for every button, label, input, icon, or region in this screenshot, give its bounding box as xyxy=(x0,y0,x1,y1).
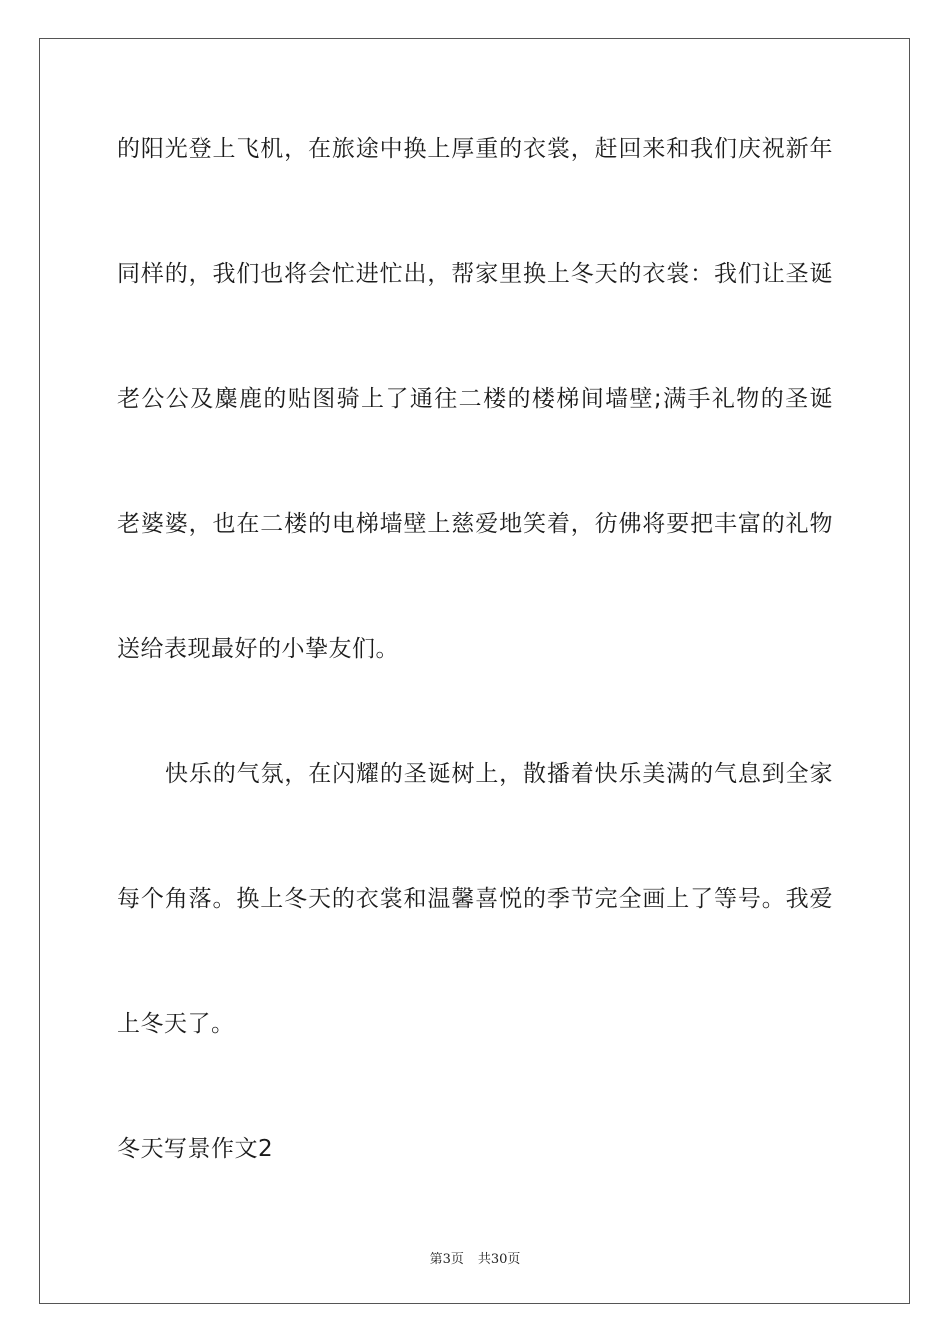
section-heading: 冬天写景作文2 xyxy=(117,1136,274,1162)
paragraph-line: 的阳光登上飞机，在旅途中换上厚重的衣裳，赶回来和我们庆祝新年 xyxy=(117,136,833,162)
paragraph-line: 快乐的气氛，在闪耀的圣诞树上，散播着快乐美满的气息到全家 xyxy=(165,761,833,787)
paragraph-line: 上冬天了。 xyxy=(117,1011,235,1037)
page-total: 共30页 xyxy=(477,1252,521,1267)
paragraph-line: 老公公及麋鹿的贴图骑上了通往二楼的楼梯间墙壁;满手礼物的圣诞 xyxy=(117,386,833,412)
paragraph-line: 每个角落。换上冬天的衣裳和温馨喜悦的季节完全画上了等号。我爱 xyxy=(117,886,833,912)
page-frame xyxy=(39,38,910,1304)
page-number: 第3页 xyxy=(429,1252,464,1267)
paragraph-line: 老婆婆，也在二楼的电梯墙壁上慈爱地笑着，彷佛将要把丰富的礼物 xyxy=(117,511,833,537)
paragraph-line: 同样的，我们也将会忙进忙出，帮家里换上冬天的衣裳：我们让圣诞 xyxy=(117,261,833,287)
paragraph-line: 送给表现最好的小挚友们。 xyxy=(117,636,399,662)
page-footer xyxy=(0,1248,950,1267)
